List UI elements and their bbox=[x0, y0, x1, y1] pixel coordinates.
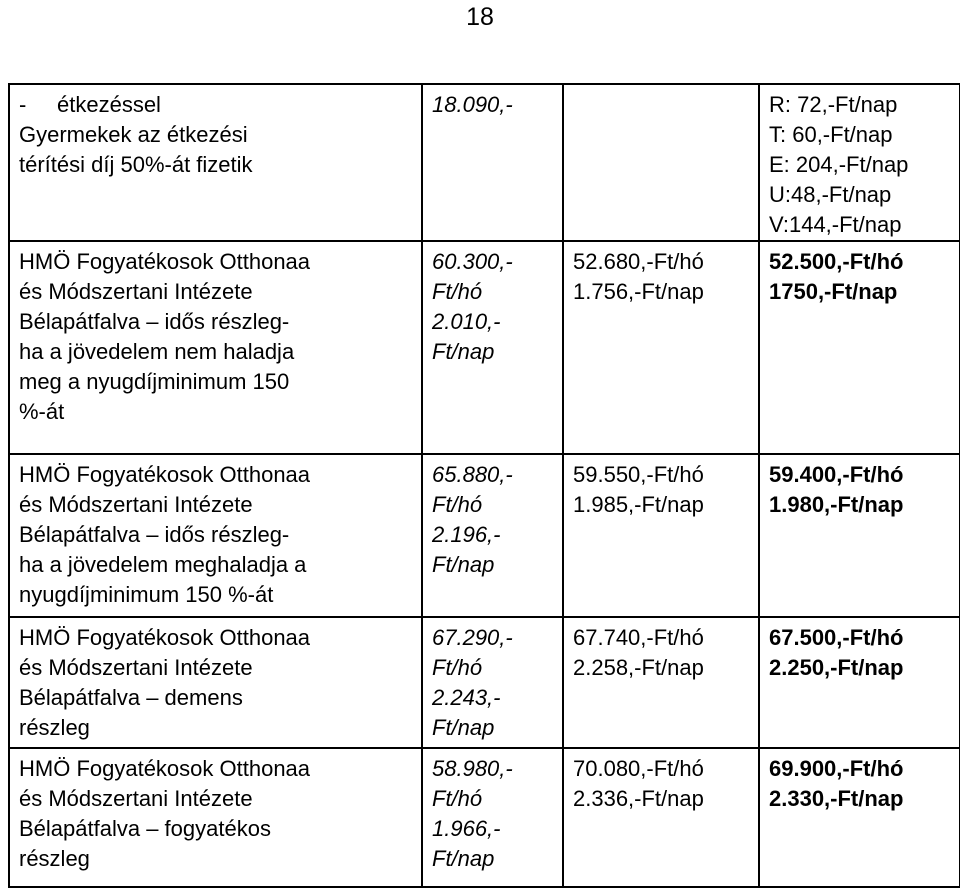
table-row bbox=[9, 748, 960, 887]
fee-value-b: 52.680,-Ft/hó 1.756,-Ft/nap bbox=[573, 249, 704, 304]
fee-description-text: HMÖ Fogyatékosok Otthonaa és Módszertani Intézete Bélapátfalva – idős részleg- ha a jövedelem nem haladja meg a nyugdíjminimum 150 %-át bbox=[19, 249, 311, 424]
fee-value-b-cell bbox=[563, 748, 759, 887]
fee-value-a-cell bbox=[422, 84, 563, 241]
fee-value-a-cell bbox=[422, 454, 563, 617]
fee-description-text: HMÖ Fogyatékosok Otthonaa és Módszertani Intézete Bélapátfalva – demens részleg bbox=[19, 625, 311, 740]
fee-value-c-cell bbox=[759, 241, 960, 454]
fee-description-cell bbox=[9, 454, 422, 617]
page-number: 18 bbox=[466, 3, 494, 31]
fee-value-b-cell bbox=[563, 454, 759, 617]
fee-value-c: R: 72,-Ft/nap T: 60,-Ft/nap E: 204,-Ft/nap U:48,-Ft/nap V:144,-Ft/nap bbox=[769, 92, 909, 237]
fee-table bbox=[8, 83, 960, 888]
fee-value-a-cell bbox=[422, 617, 563, 748]
fee-value-b-cell bbox=[563, 84, 759, 241]
fee-description-text: HMÖ Fogyatékosok Otthonaa és Módszertani Intézete Bélapátfalva – idős részleg- ha a jövedelem meghaladja a nyugdíjminimum 150 %-át bbox=[19, 462, 311, 607]
fee-description-cell bbox=[9, 748, 422, 887]
fee-description-cell bbox=[9, 241, 422, 454]
fee-value-c: 59.400,-Ft/hó 1.980,-Ft/nap bbox=[769, 462, 904, 517]
fee-value-b-cell bbox=[563, 617, 759, 748]
fee-description-body: étkezéssel Gyermekek az étkezési térítési díj 50%-át fizetik bbox=[19, 92, 253, 177]
fee-value-b: 70.080,-Ft/hó 2.336,-Ft/nap bbox=[573, 756, 704, 811]
fee-description-cell bbox=[9, 617, 422, 748]
fee-value-b-cell bbox=[563, 241, 759, 454]
table-row bbox=[9, 454, 960, 617]
fee-value-c: 67.500,-Ft/hó 2.250,-Ft/nap bbox=[769, 625, 904, 680]
fee-value-b: 59.550,-Ft/hó 1.985,-Ft/nap bbox=[573, 462, 704, 517]
list-dash: - bbox=[19, 92, 27, 117]
fee-value-c-cell bbox=[759, 748, 960, 887]
fee-value-a-cell bbox=[422, 748, 563, 887]
fee-description-text bbox=[19, 90, 417, 180]
table-row bbox=[9, 84, 960, 241]
fee-value-a-cell bbox=[422, 241, 563, 454]
fee-value-a: 58.980,- Ft/hó 1.966,- Ft/nap bbox=[432, 756, 513, 871]
table-row bbox=[9, 617, 960, 748]
fee-value-a: 65.880,- Ft/hó 2.196,- Ft/nap bbox=[432, 462, 513, 577]
fee-description-cell bbox=[9, 84, 422, 241]
table-row bbox=[9, 241, 960, 454]
fee-value-c: 69.900,-Ft/hó 2.330,-Ft/nap bbox=[769, 756, 904, 811]
fee-value-a: 18.090,- bbox=[432, 92, 513, 117]
fee-value-b: 67.740,-Ft/hó 2.258,-Ft/nap bbox=[573, 625, 704, 680]
fee-value-c-cell bbox=[759, 617, 960, 748]
fee-value-a: 60.300,- Ft/hó 2.010,- Ft/nap bbox=[432, 249, 513, 364]
fee-value-a: 67.290,- Ft/hó 2.243,- Ft/nap bbox=[432, 625, 513, 740]
fee-value-c-cell bbox=[759, 454, 960, 617]
fee-description-text: HMÖ Fogyatékosok Otthonaa és Módszertani Intézete Bélapátfalva – fogyatékos részleg bbox=[19, 756, 311, 871]
fee-value-c-cell bbox=[759, 84, 960, 241]
fee-value-c: 52.500,-Ft/hó 1750,-Ft/nap bbox=[769, 249, 904, 304]
